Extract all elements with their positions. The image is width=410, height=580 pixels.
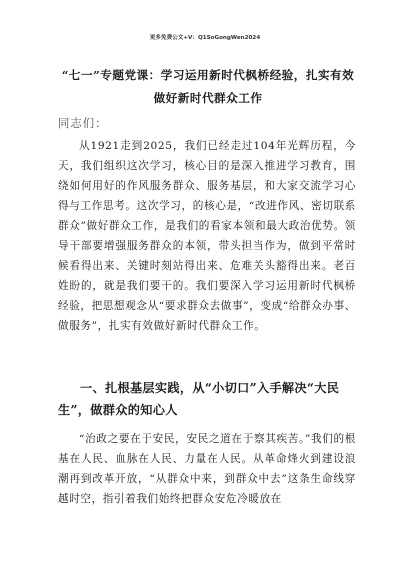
body-paragraph: “治政之要在于安民，安民之道在于察其疾苦。”我们的根基在人民、血脉在人民、力量在人民。从革命烽火到建设浪潮再到改革开放，“从群众中来，到群众中去”这条生命线穿越时空，指引着我们始终把群众安危冷暖放在 [58,433,356,505]
body-paragraph: 从1921走到2025，我们已经走过104年光辉历程，今天，我们组织这次学习，核心目的是深入推进学习教育，围绕如何用好的作风服务群众、服务基层，和大家交流学习心得与工作思考。这次学习，的核心是，“改进作风、密切联系群众”做好群众工作，是我们的看家本领和最大政治优势。领导干部要增强服务群众的本领，带头担当作为，做到平常时候看得出来、关键时刻站得出来、危难关头豁得出来。老百姓盼的，就是我们要干的。我们要深入学习运用新时代枫桥经验，把思想观念从“要求群众去做事”，变成“给群众办事、做服务”，扎实有效做好新时代群众工作。 [58,140,356,332]
salutation: 同志们： [58,116,108,130]
document-title: “七一”专题党课：学习运用新时代枫桥经验，扎实有效做好新时代群众工作 [61,68,355,105]
section-heading: 一、扎根基层实践，从“小切口”入手解决“大民生”，做群众的知心人 [58,381,340,417]
header-note: 更多免费公文+V：Q1SoGongWen2024 [149,35,261,41]
